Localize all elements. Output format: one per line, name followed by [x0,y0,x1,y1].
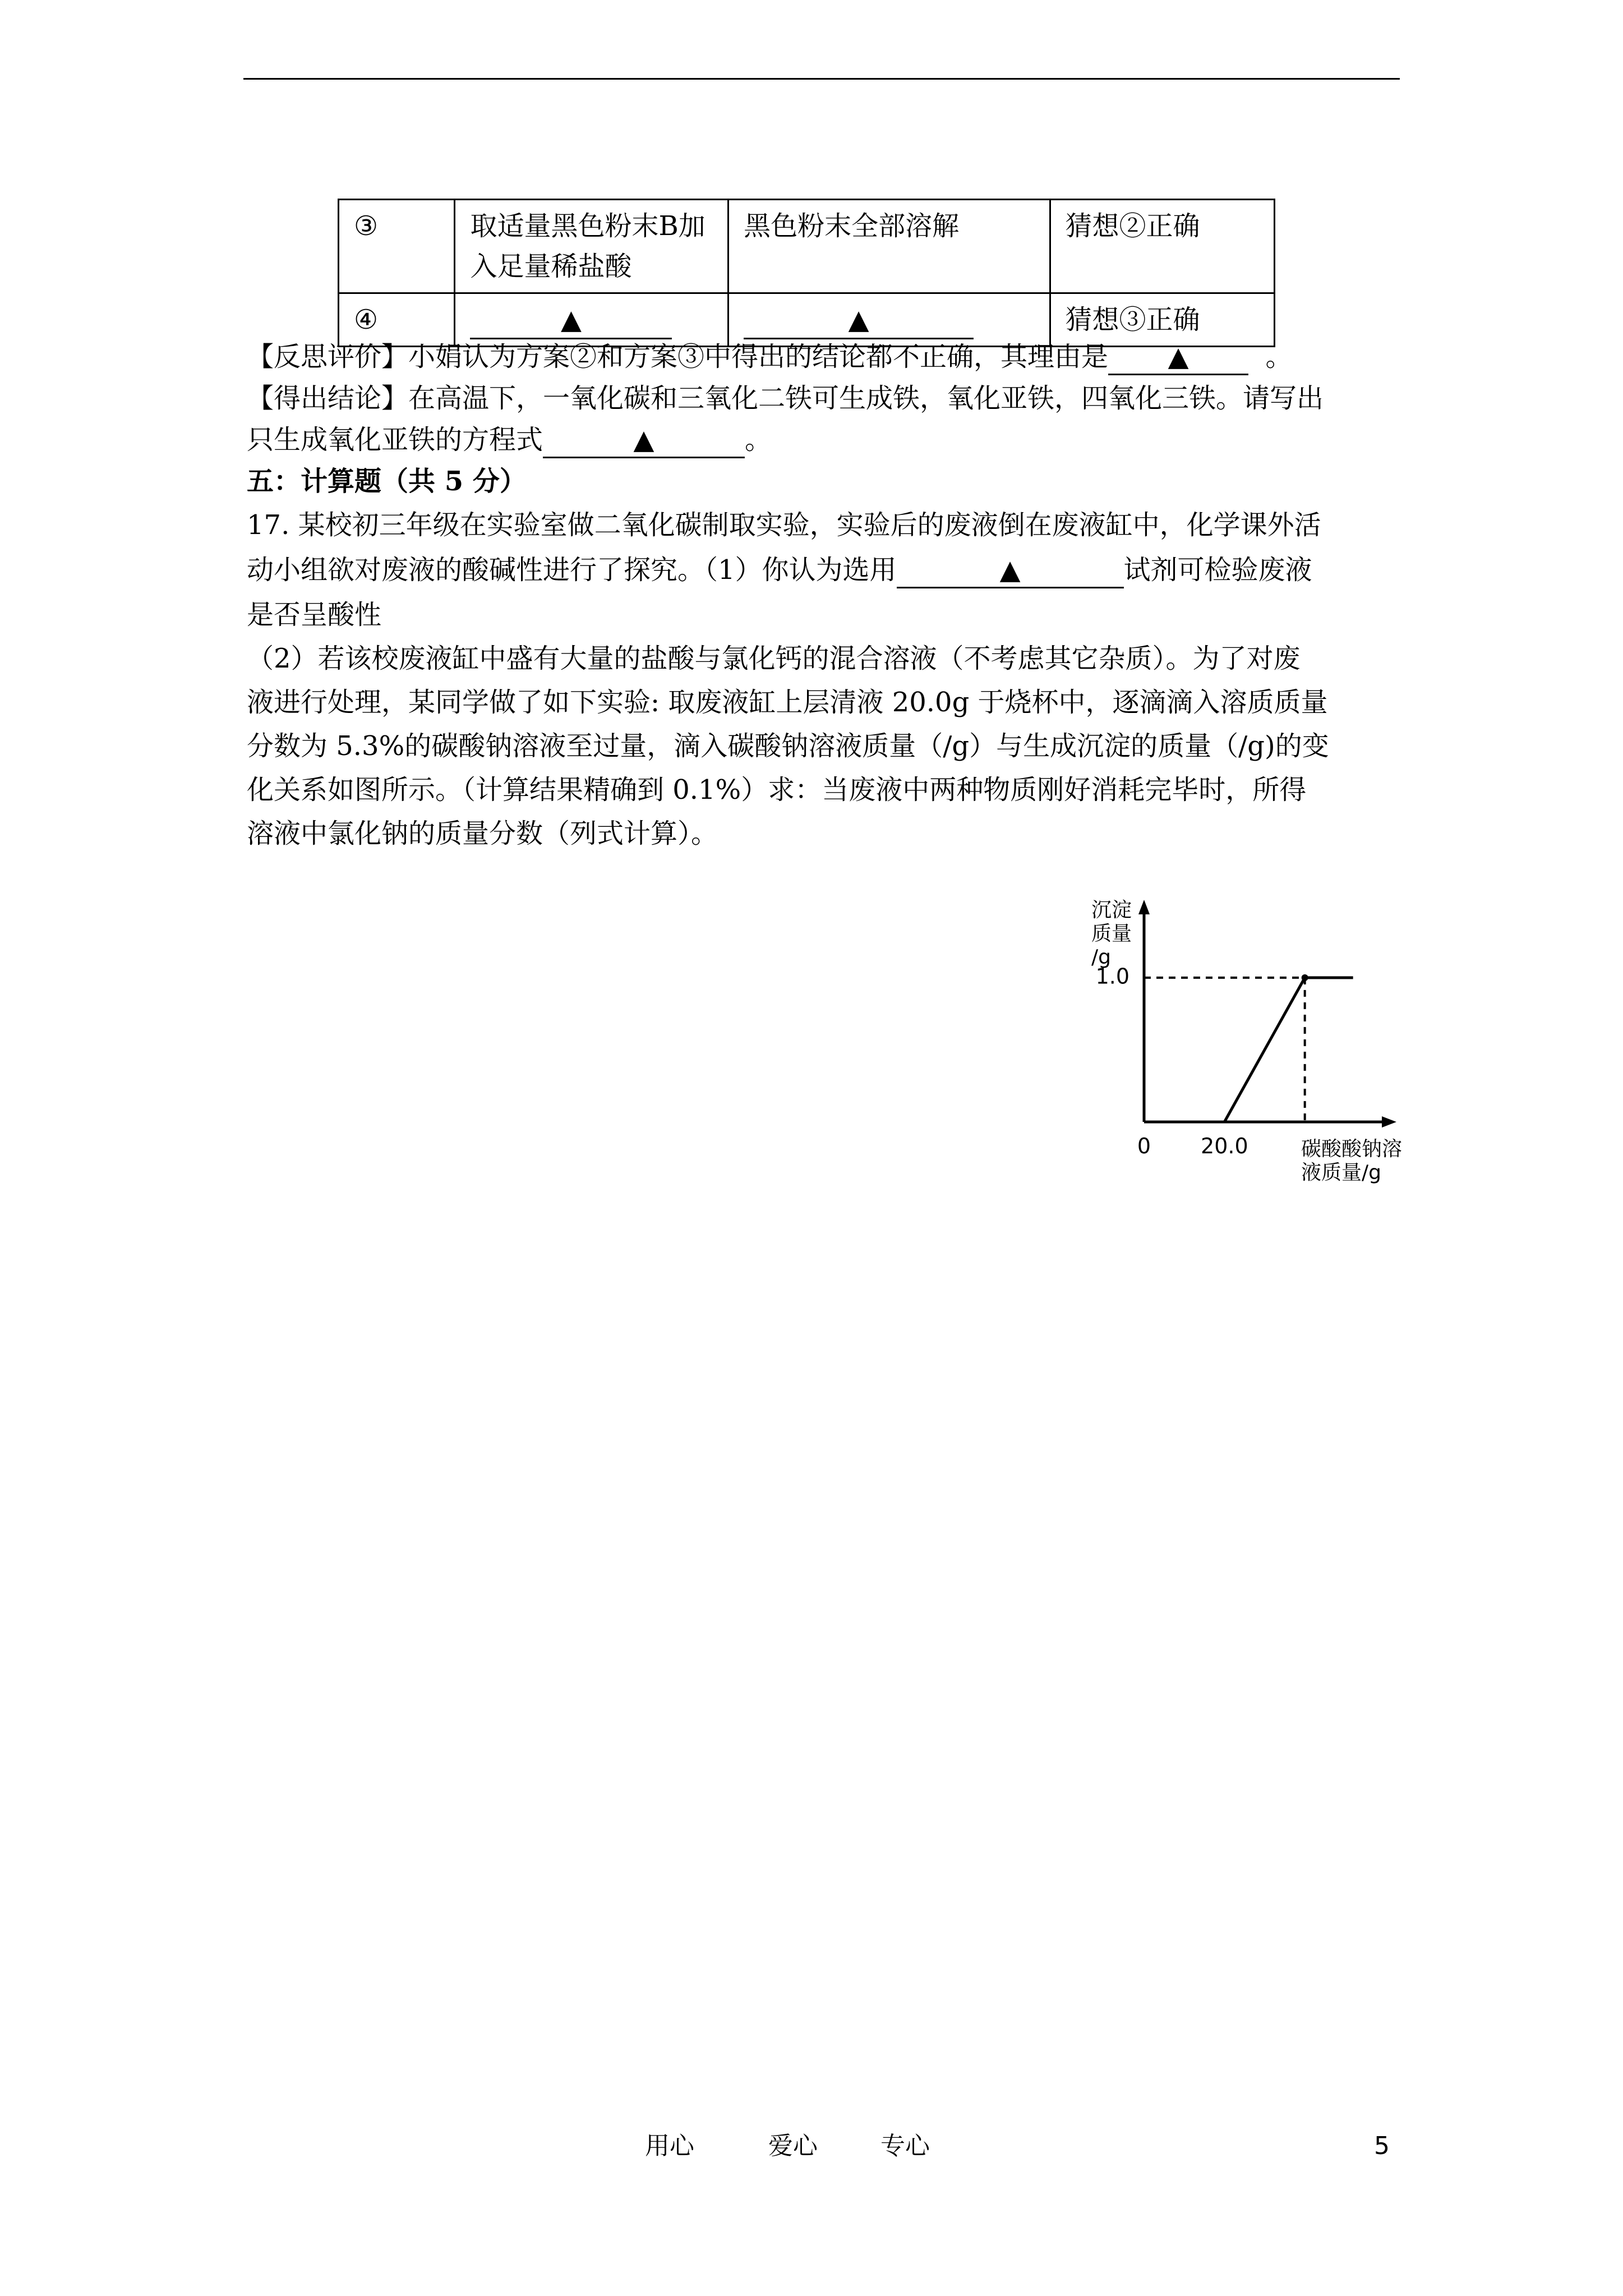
reflection-text: 小娟认为方案②和方案③中得出的结论都不正确，其理由是 [408,341,1109,372]
conclusion-label: 【得出结论】 [247,383,409,414]
conclusion-text-2: 只生成氧化亚铁的方程式 [247,424,543,455]
question-17-line-5: 液进行处理，某同学做了如下实验: 取废液缸上层清液 20.0g 于烧杯中，逐滴滴入溶质质量 [247,687,1328,718]
header-rule [243,78,1400,80]
conclusion-cell: 猜想②正确 [1050,200,1275,293]
question-17-line-2 [247,550,1402,590]
question-17-line-3: 是否呈酸性 [247,599,382,631]
reflection-paragraph [247,337,1402,377]
question-17-text: 动小组欲对废液的酸碱性进行了探究。（1）你认为选用 [247,554,897,586]
precipitate-chart [1082,886,1441,1200]
experiment-table [338,199,1275,347]
x-axis-label-line-2: 液质量/g [1301,1161,1381,1184]
question-17-line-6: 分数为 5.3%的碳酸钠溶液至过量，滴入碳酸钠溶液质量（/g）与生成沉淀的质量（/g)的变 [247,730,1329,762]
conclusion-paragraph [247,378,1402,418]
question-17-line-8: 溶液中氯化钠的质量分数（列式计算）。 [247,818,718,849]
question-17-line-7: 化关系如图所示。（计算结果精确到 0.1%）求：当废液中两种物质刚好消耗完毕时，所得 [247,774,1307,806]
y-axis-label-line-1: 沉淀 [1091,899,1132,922]
peak-point [1302,974,1308,981]
conclusion-cell: 猜想③正确 [1050,293,1275,347]
page-number: 5 [1374,2132,1390,2160]
answer-blank[interactable]: ▲ [1108,340,1248,375]
answer-blank[interactable]: ▲ [744,300,974,339]
footer-word-1: 用心 [645,2132,694,2160]
reflection-label: 【反思评价】 [247,341,409,372]
precipitate-series-line [1224,978,1353,1122]
y-axis-label-line-2: 质量 [1091,922,1132,945]
x-axis-label-line-1: 碳酸酸钠溶 [1301,1138,1403,1161]
table-row [339,200,1275,293]
reflection-end: 。 [1265,341,1293,372]
row-number: ④ [339,293,455,347]
step-cell: 取适量黑色粉末B加入足量稀盐酸 [455,200,728,293]
answer-blank[interactable]: ▲ [543,423,745,458]
origin-label: 0 [1137,1134,1151,1158]
y-axis-label-line-3: /g [1091,946,1111,969]
question-17-text-cont: 试剂可检验废液 [1123,554,1312,586]
y-tick-label: 1.0 [1095,964,1129,989]
answer-blank[interactable]: ▲ [897,553,1124,588]
conclusion-end: 。 [745,424,772,455]
x-tick-label: 20.0 [1201,1134,1248,1158]
row-number: ③ [339,200,455,293]
y-axis-arrow [1138,900,1150,914]
footer-word-2: 爱心 [768,2132,818,2160]
section-title: 五：计算题（共 5 分） [247,466,527,497]
conclusion-text: 在高温下，一氧化碳和三氧化二铁可生成铁，氧化亚铁，四氧化三铁。请写出 [408,383,1324,414]
question-17-line-4: （2）若该校废液缸中盛有大量的盐酸与氯化钙的混合溶液（不考虑其它杂质）。为了对废 [247,643,1301,674]
answer-blank[interactable]: ▲ [470,300,672,339]
phenomenon-cell: 黑色粉末全部溶解 [728,200,1050,293]
question-17-line-1: 17. 某校初三年级在实验室做二氧化碳制取实验，实验后的废液倒在废液缸中，化学课外活 [247,509,1321,541]
x-axis-arrow [1382,1116,1396,1128]
conclusion-line-2 [247,420,1402,460]
footer-word-3: 专心 [880,2132,930,2160]
